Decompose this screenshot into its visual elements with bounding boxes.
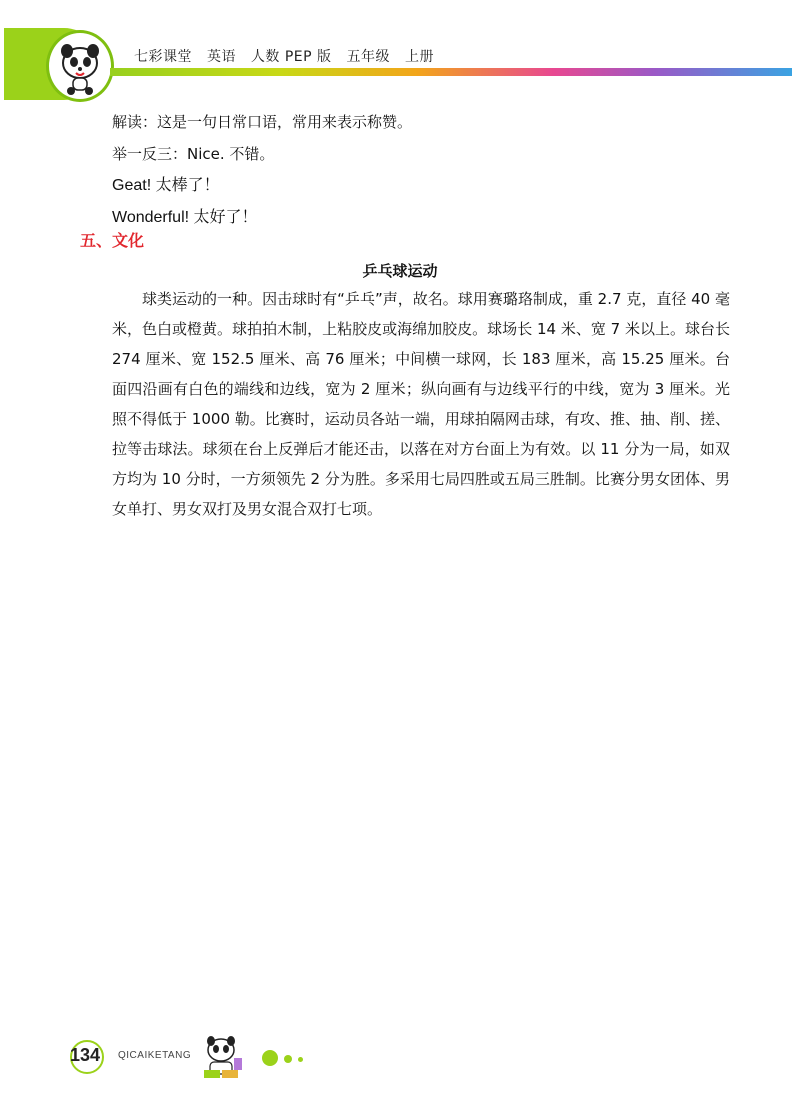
book-title bbox=[134, 46, 444, 66]
decorative-dot-large bbox=[262, 1050, 278, 1066]
panda-reading-icon bbox=[194, 1032, 248, 1082]
explanation-line: 解读：这是一句日常口语，常用来表示称赞。 bbox=[112, 113, 413, 131]
article-title: 乒乓球运动 bbox=[362, 262, 438, 280]
page-number: 134 bbox=[70, 1045, 101, 1065]
panda-mascot-icon bbox=[46, 30, 114, 102]
example-great-line: Geat! 太棒了！ bbox=[112, 177, 220, 194]
edition-name: 人数 PEP 版 bbox=[250, 49, 332, 65]
decorative-dot-medium bbox=[284, 1055, 292, 1063]
grade-name: 五年级 bbox=[346, 49, 390, 65]
culture-section-heading: 五、文化 bbox=[80, 231, 145, 250]
example-nice-line: 举一反三：Nice. 不错。 bbox=[112, 145, 275, 163]
intro-block bbox=[112, 106, 730, 234]
brand-name: QICAIKETANG bbox=[118, 1050, 192, 1061]
series-name: 七彩课堂 bbox=[134, 49, 192, 65]
article-paragraph: 球类运动的一种。因击球时有“乒乓”声，故名。球用赛璐珞制成，重 2.7 克，直径 40 毫米，色白或橙黄。球拍拍木制，上粘胶皮或海绵加胶皮。球场长 14 米、宽 7 米以上。球台长 274 厘米、宽 152.5 厘米、高 76 厘米；中间横一球网，长 183 厘米，高 15.25 厘米。台面四沿画有白色的端线和边线，宽为 2 厘米；纵向画有与边线平行的中线，宽为 3 厘米。光照不得低于 1000 勒。比赛时，运动员各站一端，用球拍隔网击球，有攻、推、抽、削、搓、拉等击球法。球须在台上反弹后才能还击，以落在对方台面上为有效。以 11 分为一局，如双方均为 10 分时，一方须领先 2 分为胜。多采用七局四胜或五局三胜制。比赛分男女团体、男女单打、男女双打及男女混合双打七项。 bbox=[112, 290, 730, 518]
decorative-dot-small bbox=[298, 1057, 303, 1062]
rainbow-divider bbox=[110, 68, 792, 76]
subject-name: 英语 bbox=[206, 49, 236, 65]
example-wonderful-line: Wonderful! 太好了！ bbox=[112, 209, 258, 226]
volume-name: 上册 bbox=[404, 49, 434, 65]
